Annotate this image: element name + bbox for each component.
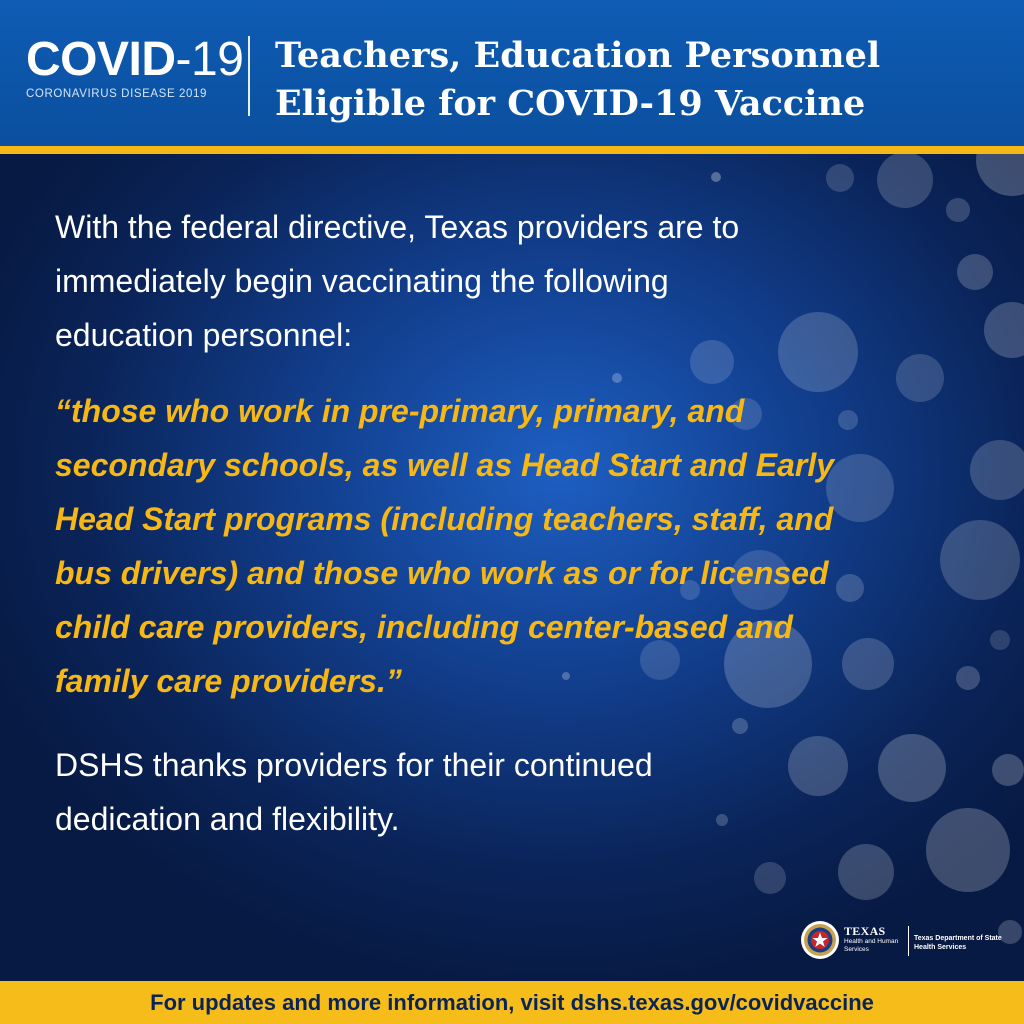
agency-divider bbox=[908, 926, 909, 956]
page-title bbox=[275, 32, 1015, 128]
header-banner bbox=[0, 0, 1024, 146]
header-divider bbox=[248, 36, 250, 116]
footer-bar bbox=[0, 981, 1024, 1024]
logo-subtitle: CORONAVIRUS DISEASE 2019 bbox=[26, 88, 207, 100]
quote-line: child care providers, including center-based and bbox=[55, 609, 793, 645]
intro-paragraph bbox=[55, 200, 955, 362]
texas-seal-icon bbox=[800, 920, 840, 960]
thanks-line: DSHS thanks providers for their continued bbox=[55, 747, 653, 783]
intro-line: With the federal directive, Texas providers are to bbox=[55, 209, 740, 245]
intro-line: immediately begin vaccinating the following bbox=[55, 263, 669, 299]
quote-line: family care providers.” bbox=[55, 663, 402, 699]
title-line-2: Eligible for COVID-19 Vaccine bbox=[275, 83, 866, 124]
directive-quote bbox=[55, 384, 985, 708]
covid19-logo bbox=[26, 33, 244, 100]
hhs-texas-text: TEXAS bbox=[844, 924, 886, 938]
quote-line: secondary schools, as well as Head Start and Early bbox=[55, 447, 834, 483]
logo-covid-text: COVID bbox=[26, 33, 176, 86]
quote-line: “those who work in pre-primary, primary, and bbox=[55, 393, 745, 429]
hhs-name: Health and Human Services bbox=[844, 938, 899, 953]
agency-logos bbox=[800, 920, 1015, 964]
title-line-1: Teachers, Education Personnel bbox=[275, 35, 881, 76]
thanks-line: dedication and flexibility. bbox=[55, 801, 400, 837]
quote-line: bus drivers) and those who work as or for licensed bbox=[55, 555, 829, 591]
dshs-name: Texas Department of State Health Services bbox=[914, 935, 1002, 951]
header-accent-stripe bbox=[0, 146, 1024, 154]
logo-number-text: -19 bbox=[175, 33, 244, 86]
quote-line: Head Start programs (including teachers, staff, and bbox=[55, 501, 834, 537]
intro-line: education personnel: bbox=[55, 317, 353, 353]
thanks-paragraph bbox=[55, 738, 855, 846]
footer-info-text: For updates and more information, visit dshs.texas.gov/covidvaccine bbox=[150, 990, 874, 1015]
